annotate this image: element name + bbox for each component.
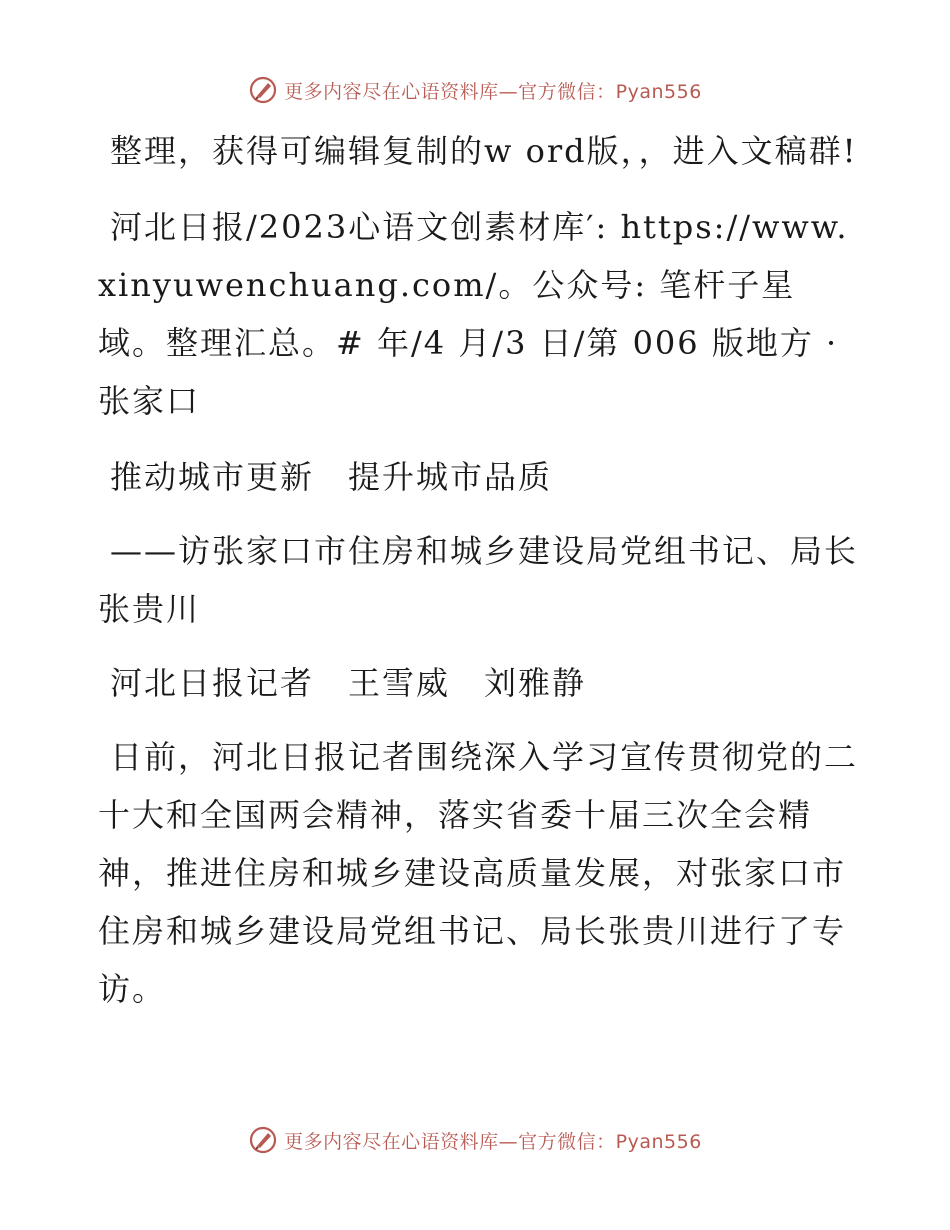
source-paragraph: 河北日报/2023心语文创素材库′: https://www.xinyuwenchuang.com/。公众号: 笔杆子星域。整理汇总。# 年/4 月/3 日/第 006 版地方 · 张家口 (98, 208, 849, 420)
byline: 河北日报记者 王雪威 刘雅静 (110, 664, 587, 702)
footer-watermark (0, 1120, 950, 1160)
watermark-text: 更多内容尽在心语资料库—官方微信：Pyan556 (284, 80, 702, 103)
article-title: 推动城市更新 提升城市品质 (110, 458, 553, 496)
intro-paragraph: 整理，获得可编辑复制的w ord版，，进入文稿群! (110, 132, 858, 170)
body-paragraph: 日前，河北日报记者围绕深入学习宣传贯彻党的二十大和全国两会精神，落实省委十届三次全会精神，推进住房和城乡建设高质量发展，对张家口市住房和城乡建设局党组书记、局长张贵川进行了专访。 (98, 738, 859, 1008)
watermark-text: 更多内容尽在心语资料库—官方微信：Pyan556 (284, 1130, 702, 1153)
header-watermark (0, 70, 950, 110)
quill-pen-logo-icon (248, 1125, 278, 1155)
document-body (98, 122, 858, 1036)
article-subtitle: ——访张家口市住房和城乡建设局党组书记、局长张贵川 (98, 532, 859, 628)
quill-pen-logo-icon (248, 75, 278, 105)
